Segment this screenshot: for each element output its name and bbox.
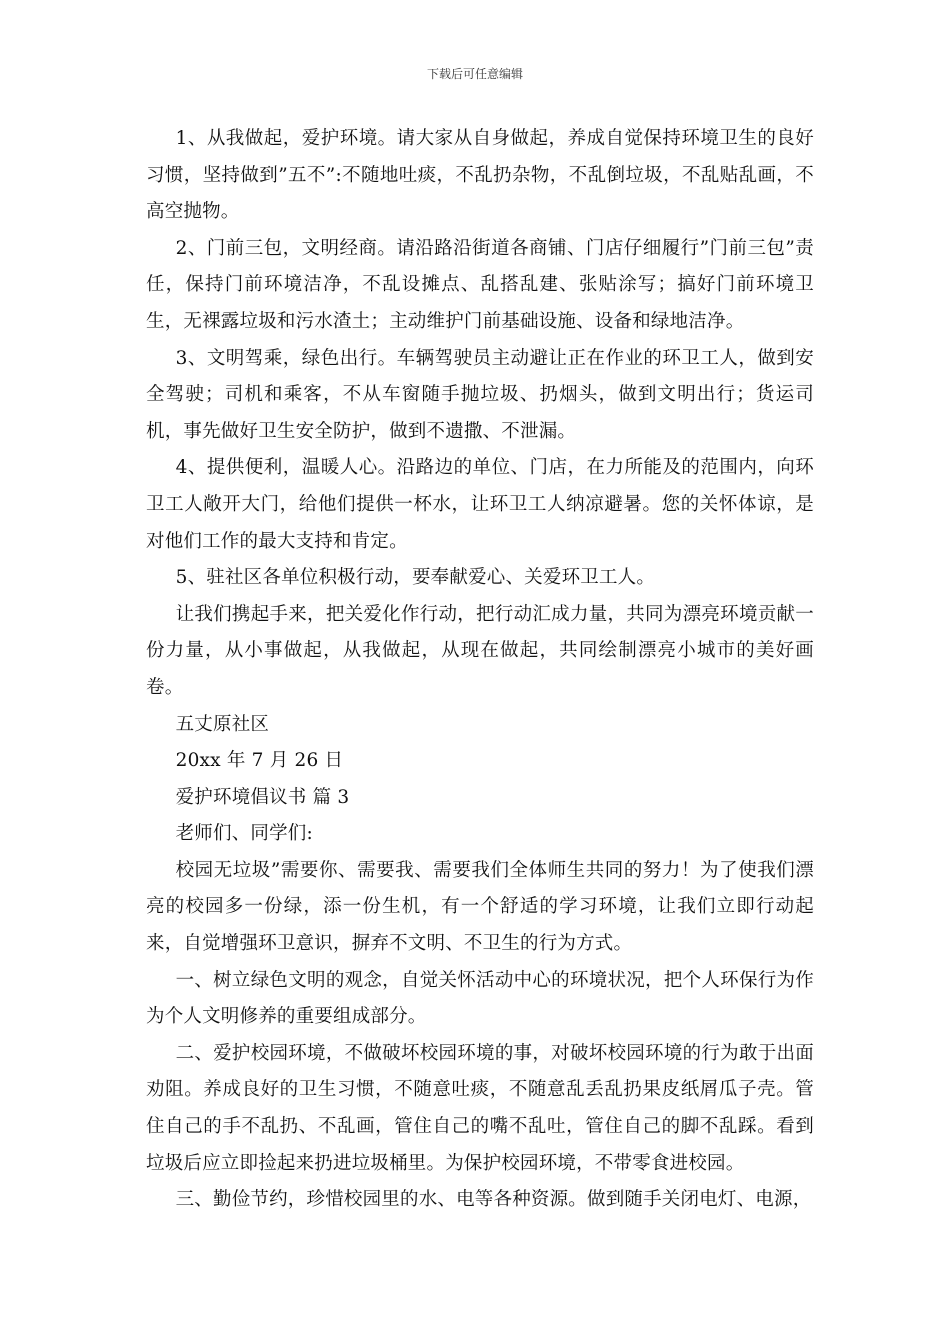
paragraph-4: 4、提供便利，温暖人心。沿路边的单位、门店，在力所能及的范围内，向环卫工人敞开大门，给他们提供一杯水，让环卫工人纳凉避暑。您的关怀体谅，是对他们工作的最大支持和肯定。 [146, 457, 814, 552]
section-title: 爱护环境倡议书 篇 3 [175, 786, 350, 808]
paragraph-item-2: 二、爱护校园环境，不做破坏校园环境的事，对破坏校园环境的行为敢于出面劝阻。养成良好的卫生习惯，不随意吐痰，不随意乱丢乱扔果皮纸屑瓜子壳。管住自己的手不乱扔、不乱画，管住自己的嘴不乱吐，管住自己的脚不乱踩。看到垃圾后应立即捡起来扔进垃圾桶里。为保护校园环境，不带零食进校园。 [146, 1042, 814, 1174]
signature-date: 20xx 年 7 月 26 日 [175, 750, 344, 772]
document-body [146, 121, 814, 1219]
paragraph-intro: 校园无垃圾”需要你、需要我、需要我们全体师生共同的努力！为了使我们漂亮的校园多一份绿，添一份生机，有一个舒适的学习环境，让我们立即行动起来，自觉增强环卫意识，摒弃不文明、不卫生的行为方式。 [146, 859, 814, 955]
salutation: 老师们、同学们: [175, 823, 313, 845]
paragraph-2: 2、门前三包，文明经商。请沿路沿街道各商铺、门店仔细履行”门前三包”责任，保持门前环境洁净，不乱设摊点、乱搭乱建、张贴涂写；搞好门前环境卫生，无裸露垃圾和污水渣土；主动维护门前基础设施、设备和绿地洁净。 [146, 237, 814, 332]
signature-org: 五丈原社区 [175, 713, 270, 735]
paragraph-item-3: 三、勤俭节约，珍惜校园里的水、电等各种资源。做到随手关闭电灯、电源， [175, 1189, 812, 1211]
paragraph-1: 1、从我做起，爱护环境。请大家从自身做起，养成自觉保持环境卫生的良好习惯，坚持做到”五不”:不随地吐痰，不乱扔杂物，不乱倒垃圾，不乱贴乱画，不高空抛物。 [146, 128, 814, 223]
page-header: 下载后可任意编辑 [426, 67, 523, 81]
paragraph-closing: 让我们携起手来，把关爱化作行动，把行动汇成力量，共同为漂亮环境贡献一份力量，从小事做起，从我做起，从现在做起，共同绘制漂亮小城市的美好画卷。 [146, 603, 814, 698]
paragraph-item-1: 一、树立绿色文明的观念，自觉关怀活动中心的环境状况，把个人环保行为作为个人文明修养的重要组成部分。 [146, 969, 814, 1028]
paragraph-5: 5、驻社区各单位积极行动，要奉献爱心、关爱环卫工人。 [175, 567, 656, 589]
paragraph-3: 3、文明驾乘，绿色出行。车辆驾驶员主动避让正在作业的环卫工人，做到安全驾驶；司机和乘客，不从车窗随手抛垃圾、扔烟头，做到文明出行；货运司机，事先做好卫生安全防护，做到不遗撒、不泄漏。 [146, 347, 814, 442]
